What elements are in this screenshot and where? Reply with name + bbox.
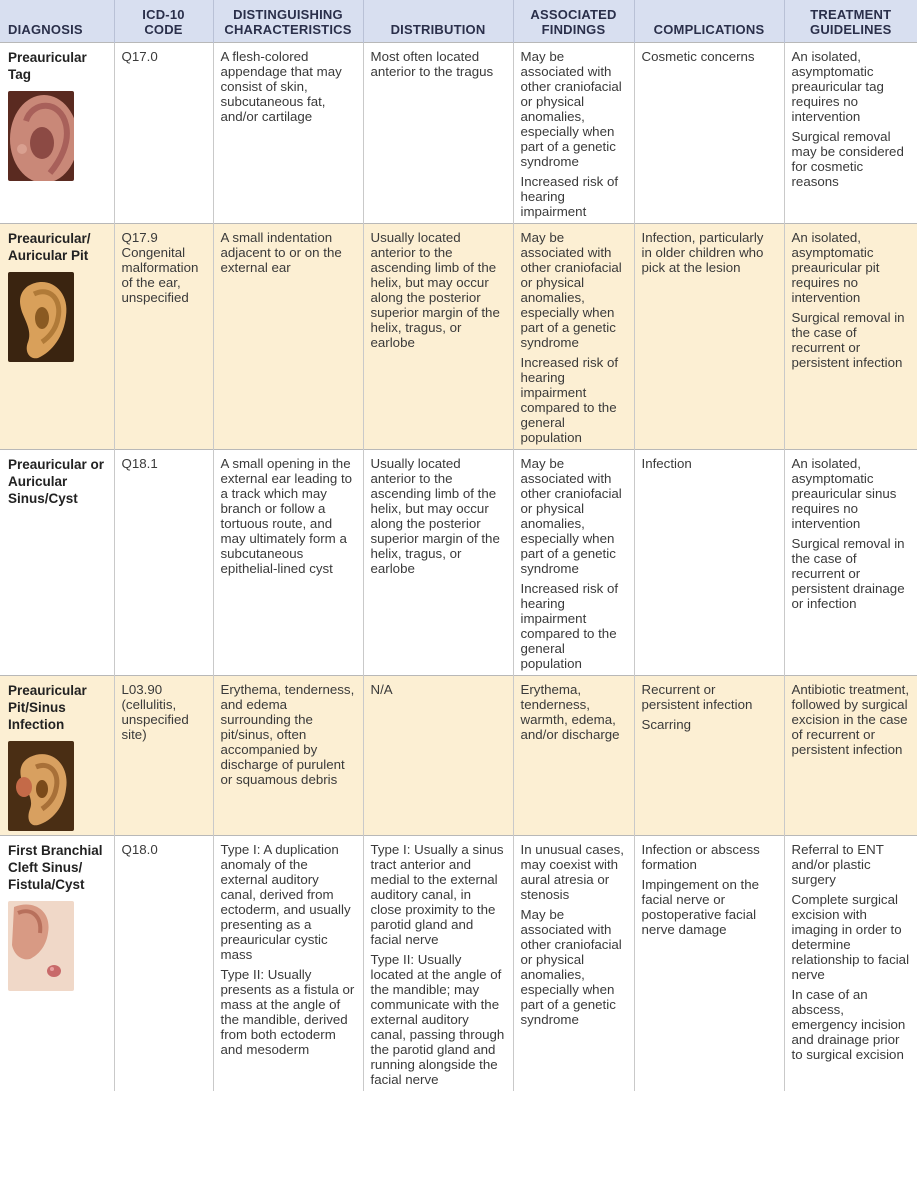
header-characteristics: DISTINGUISHING CHARACTERISTICS bbox=[213, 0, 363, 43]
distribution-cell bbox=[363, 224, 513, 450]
complications-cell bbox=[634, 43, 784, 224]
characteristics-text: Type II: Usually presents as a fistula or mass at the angle of the mandible, derived from both ectoderm and mesoderm bbox=[220, 967, 355, 1057]
distribution-cell bbox=[363, 43, 513, 224]
findings-text: Erythema, tenderness, warmth, edema, and/or discharge bbox=[520, 682, 620, 742]
treatment-text: An isolated, asymptomatic preauricular pit requires no intervention bbox=[791, 230, 880, 305]
icd-code-cell: L03.90 (cellulitis, unspecified site) bbox=[114, 676, 213, 836]
icd-code-cell: Q18.0 bbox=[114, 836, 213, 1092]
complications-cell bbox=[634, 450, 784, 676]
header-complications: COMPLICATIONS bbox=[634, 0, 784, 43]
distribution-text: Usually located anterior to the ascending limb of the helix, but may occur along the posterior superior margin of the helix, tragus, or earlobe bbox=[370, 456, 500, 576]
distribution-cell bbox=[363, 836, 513, 1092]
header-icd-code: ICD-10 CODE bbox=[114, 0, 213, 43]
distribution-text: Most often located anterior to the tragus bbox=[370, 49, 494, 79]
icd-code-cell: Q17.9 Congenital malformation of the ear, unspecified bbox=[114, 224, 213, 450]
distribution-cell bbox=[363, 450, 513, 676]
diagnosis-name: Preauricular or Auricular Sinus/Cyst bbox=[8, 457, 105, 506]
complications-text: Impingement on the facial nerve or postoperative facial nerve damage bbox=[641, 877, 760, 937]
findings-text: May be associated with other craniofacial or physical anomalies, especially when part of a genetic syndrome bbox=[520, 456, 622, 576]
diagnosis-cell bbox=[0, 676, 114, 836]
treatment-cell bbox=[784, 676, 917, 836]
ear-photo bbox=[8, 741, 74, 831]
treatment-text: Surgical removal in the case of recurrent or persistent infection bbox=[791, 310, 905, 370]
table-row bbox=[0, 43, 917, 224]
table-row bbox=[0, 836, 917, 1092]
diagnosis-name: First Branchial Cleft Sinus/ Fistula/Cyst bbox=[8, 843, 103, 892]
characteristics-text: Type I: A duplication anomaly of the external auditory canal, derived from ectoderm, and usually presenting as a preauricular cystic mass bbox=[220, 842, 351, 962]
findings-text: May be associated with other craniofacial or physical anomalies, especially when part of a genetic syndrome bbox=[520, 907, 622, 1027]
diagnosis-cell bbox=[0, 43, 114, 224]
characteristics-text: Erythema, tenderness, and edema surrounding the pit/sinus, often accompanied by discharge of purulent or squamous debris bbox=[220, 682, 355, 787]
findings-cell bbox=[513, 224, 634, 450]
findings-cell bbox=[513, 676, 634, 836]
header-findings: ASSOCIATED FINDINGS bbox=[513, 0, 634, 43]
diagnosis-cell bbox=[0, 450, 114, 676]
table-row bbox=[0, 450, 917, 676]
findings-cell bbox=[513, 450, 634, 676]
header-distribution: DISTRIBUTION bbox=[363, 0, 513, 43]
treatment-text: Surgical removal in the case of recurrent or persistent drainage or infection bbox=[791, 536, 905, 611]
diagnosis-name: Preauricular Tag bbox=[8, 50, 87, 82]
characteristics-cell bbox=[213, 676, 363, 836]
treatment-text: Referral to ENT and/or plastic surgery bbox=[791, 842, 884, 887]
characteristics-cell bbox=[213, 224, 363, 450]
diagnosis-cell bbox=[0, 836, 114, 1092]
findings-text: Increased risk of hearing impairment compared to the general population bbox=[520, 581, 619, 671]
findings-text: May be associated with other craniofacial or physical anomalies, especially when part of a genetic syndrome bbox=[520, 49, 622, 169]
treatment-text: In case of an abscess, emergency incision and drainage prior to surgical excision bbox=[791, 987, 906, 1062]
treatment-cell bbox=[784, 836, 917, 1092]
diagnosis-name: Preauricular/ Auricular Pit bbox=[8, 231, 91, 263]
complications-text: Scarring bbox=[641, 717, 692, 732]
icd-code-cell: Q18.1 bbox=[114, 450, 213, 676]
findings-text: Increased risk of hearing impairment bbox=[520, 174, 619, 219]
characteristics-cell bbox=[213, 450, 363, 676]
complications-cell bbox=[634, 836, 784, 1092]
findings-text: Increased risk of hearing impairment compared to the general population bbox=[520, 355, 619, 445]
treatment-text: An isolated, asymptomatic preauricular sinus requires no intervention bbox=[791, 456, 897, 531]
diagnosis-cell bbox=[0, 224, 114, 450]
characteristics-text: A small opening in the external ear leading to a track which may branch or follow a tortuous route, and may ultimately form a subcutaneous epithelial-lined cyst bbox=[220, 456, 353, 576]
complications-text: Infection, particularly in older children who pick at the lesion bbox=[641, 230, 764, 275]
distribution-cell bbox=[363, 676, 513, 836]
complications-text: Recurrent or persistent infection bbox=[641, 682, 753, 712]
characteristics-text: A small indentation adjacent to or on the external ear bbox=[220, 230, 342, 275]
findings-cell bbox=[513, 836, 634, 1092]
treatment-text: Complete surgical excision with imaging in order to determine relationship to facial nerve bbox=[791, 892, 910, 982]
distribution-text: N/A bbox=[370, 682, 393, 697]
ear-photo bbox=[8, 91, 74, 181]
treatment-cell bbox=[784, 450, 917, 676]
header-treatment: TREATMENT GUIDELINES bbox=[784, 0, 917, 43]
table-row bbox=[0, 224, 917, 450]
findings-text: In unusual cases, may coexist with aural atresia or stenosis bbox=[520, 842, 624, 902]
distribution-text: Usually located anterior to the ascending limb of the helix, but may occur along the posterior superior margin of the helix, tragus, or earlobe bbox=[370, 230, 500, 350]
complications-text: Cosmetic concerns bbox=[641, 49, 755, 64]
treatment-cell bbox=[784, 224, 917, 450]
findings-cell bbox=[513, 43, 634, 224]
complications-text: Infection bbox=[641, 456, 692, 471]
icd-code-cell: Q17.0 bbox=[114, 43, 213, 224]
complications-cell bbox=[634, 676, 784, 836]
header-diagnosis: DIAGNOSIS bbox=[0, 0, 114, 43]
ear-photo bbox=[8, 272, 74, 362]
complications-cell bbox=[634, 224, 784, 450]
treatment-cell bbox=[784, 43, 917, 224]
treatment-text: Antibiotic treatment, followed by surgical excision in the case of recurrent or persistent infection bbox=[791, 682, 910, 757]
header-row bbox=[0, 0, 917, 43]
characteristics-text: A flesh-colored appendage that may consist of skin, subcutaneous fat, and/or cartilage bbox=[220, 49, 342, 124]
treatment-text: An isolated, asymptomatic preauricular tag requires no intervention bbox=[791, 49, 884, 124]
treatment-text: Surgical removal may be considered for cosmetic reasons bbox=[791, 129, 904, 189]
diagnosis-name: Preauricular Pit/Sinus Infection bbox=[8, 683, 87, 732]
characteristics-cell bbox=[213, 836, 363, 1092]
distribution-text: Type I: Usually a sinus tract anterior and medial to the external auditory canal, in close proximity to the parotid gland and facial nerve bbox=[370, 842, 504, 947]
findings-text: May be associated with other craniofacial or physical anomalies, especially when part of a genetic syndrome bbox=[520, 230, 622, 350]
complications-text: Infection or abscess formation bbox=[641, 842, 760, 872]
distribution-text: Type II: Usually located at the angle of the mandible; may communicate with the external auditory canal, passing through the parotid gland and running alongside the facial nerve bbox=[370, 952, 505, 1087]
table-row bbox=[0, 676, 917, 836]
characteristics-cell bbox=[213, 43, 363, 224]
ear-photo bbox=[8, 901, 74, 991]
